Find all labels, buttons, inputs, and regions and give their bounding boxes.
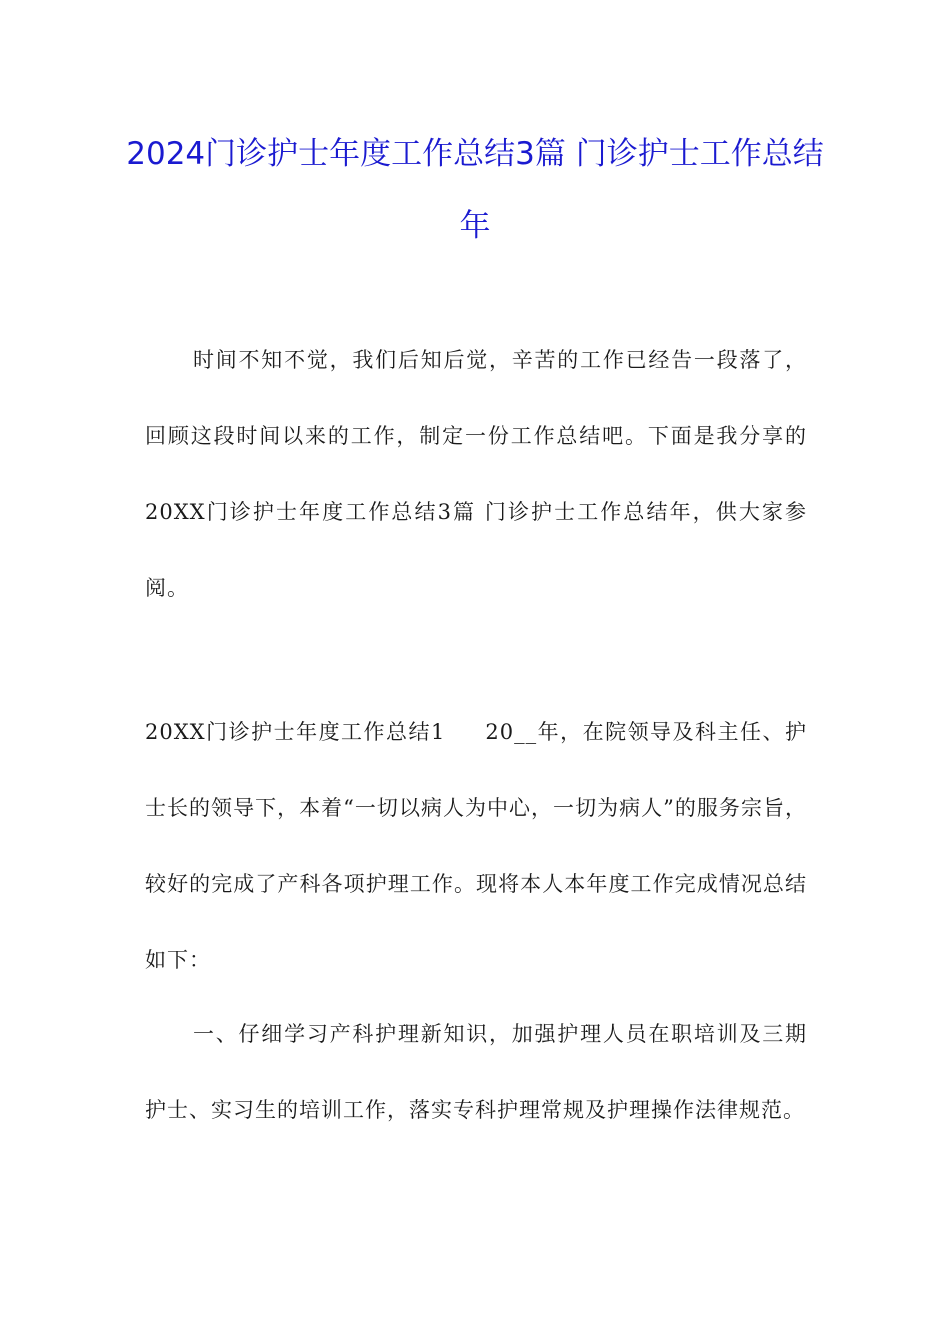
section1-heading: 20XX门诊护士年度工作总结1	[145, 720, 446, 744]
section1-body: 20__年，在院领导及科主任、护士长的领导下，本着“一切以病人为中心，一切为病人”的服务宗旨，较好的完成了产科各项护理工作。现将本人本年度工作完成情况总结如下：	[145, 720, 807, 972]
intro-paragraph: 时间不知不觉，我们后知后觉，辛苦的工作已经告一段落了，回顾这段时间以来的工作，制定一份工作总结吧。下面是我分享的20XX门诊护士年度工作总结3篇 门诊护士工作总结年，供大家参阅。	[145, 348, 807, 600]
point1-paragraph: 一、仔细学习产科护理新知识，加强护理人员在职培训及三期护士、实习生的培训工作，落实专科护理常规及护理操作法律规范。	[145, 1022, 807, 1122]
section1-paragraph	[145, 694, 807, 998]
document-title: 2024门诊护士年度工作总结3篇 门诊护士工作总结年	[126, 136, 824, 244]
